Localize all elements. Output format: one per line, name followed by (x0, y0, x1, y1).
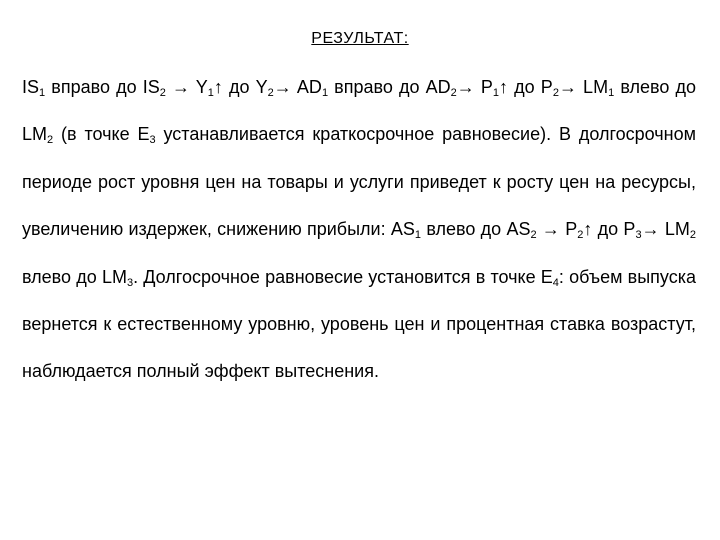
text-run: влево до AS (421, 219, 531, 240)
text-run: . Долгосрочное равновесие установится в точке E (133, 266, 553, 287)
text-run: (в точке E (53, 124, 150, 145)
subscript: 1 (492, 87, 500, 99)
text-run: устанавливается краткосрочное равновесие). В долгосрочном периоде рост уровня цен на товары и услуги приведет к росту цен на ресурсы, увеличению издержек, снижению прибыли: AS (22, 124, 696, 240)
text-run: → P (456, 77, 493, 97)
subscript: 2 (450, 87, 457, 99)
subscript: 2 (159, 87, 166, 99)
subscript: 1 (207, 87, 214, 99)
text-run: → LM (641, 219, 690, 240)
subscript: 1 (608, 87, 615, 99)
subscript: 2 (577, 229, 584, 242)
text-run: → Y (165, 77, 208, 97)
text-run: → P (536, 219, 578, 240)
text-run: вправо до AD (328, 77, 451, 97)
subscript: 1 (321, 87, 329, 99)
text-run: ↑ до Y (213, 77, 268, 97)
text-run: IS (22, 77, 40, 97)
text-run: ↑ до P (583, 219, 636, 240)
text-run: вправо до IS (45, 77, 160, 97)
text-run: влево до LM (22, 266, 127, 287)
subscript: 2 (530, 229, 537, 242)
body-paragraph (22, 64, 696, 396)
subscript: 2 (267, 87, 274, 99)
subscript: 2 (689, 229, 696, 242)
subscript: 4 (552, 276, 559, 289)
text-run: ↑ до P (499, 77, 553, 97)
text-run: влево до LM (22, 77, 696, 145)
subscript: 2 (47, 134, 54, 147)
text-run: : объем выпуска вернется к естественному уровню, уровень цен и процентная ставка возрастут, наблюдается полный эффект вытеснения. (22, 266, 696, 382)
subscript: 3 (635, 229, 642, 242)
text-run: → AD (273, 77, 322, 97)
slide-title: РЕЗУЛЬТАТ: (311, 30, 409, 47)
subscript: 3 (126, 276, 134, 289)
subscript: 1 (414, 229, 422, 242)
subscript: 1 (39, 87, 46, 99)
text-run: → LM (558, 77, 609, 97)
subscript: 2 (552, 87, 559, 99)
subscript: 3 (149, 134, 156, 147)
